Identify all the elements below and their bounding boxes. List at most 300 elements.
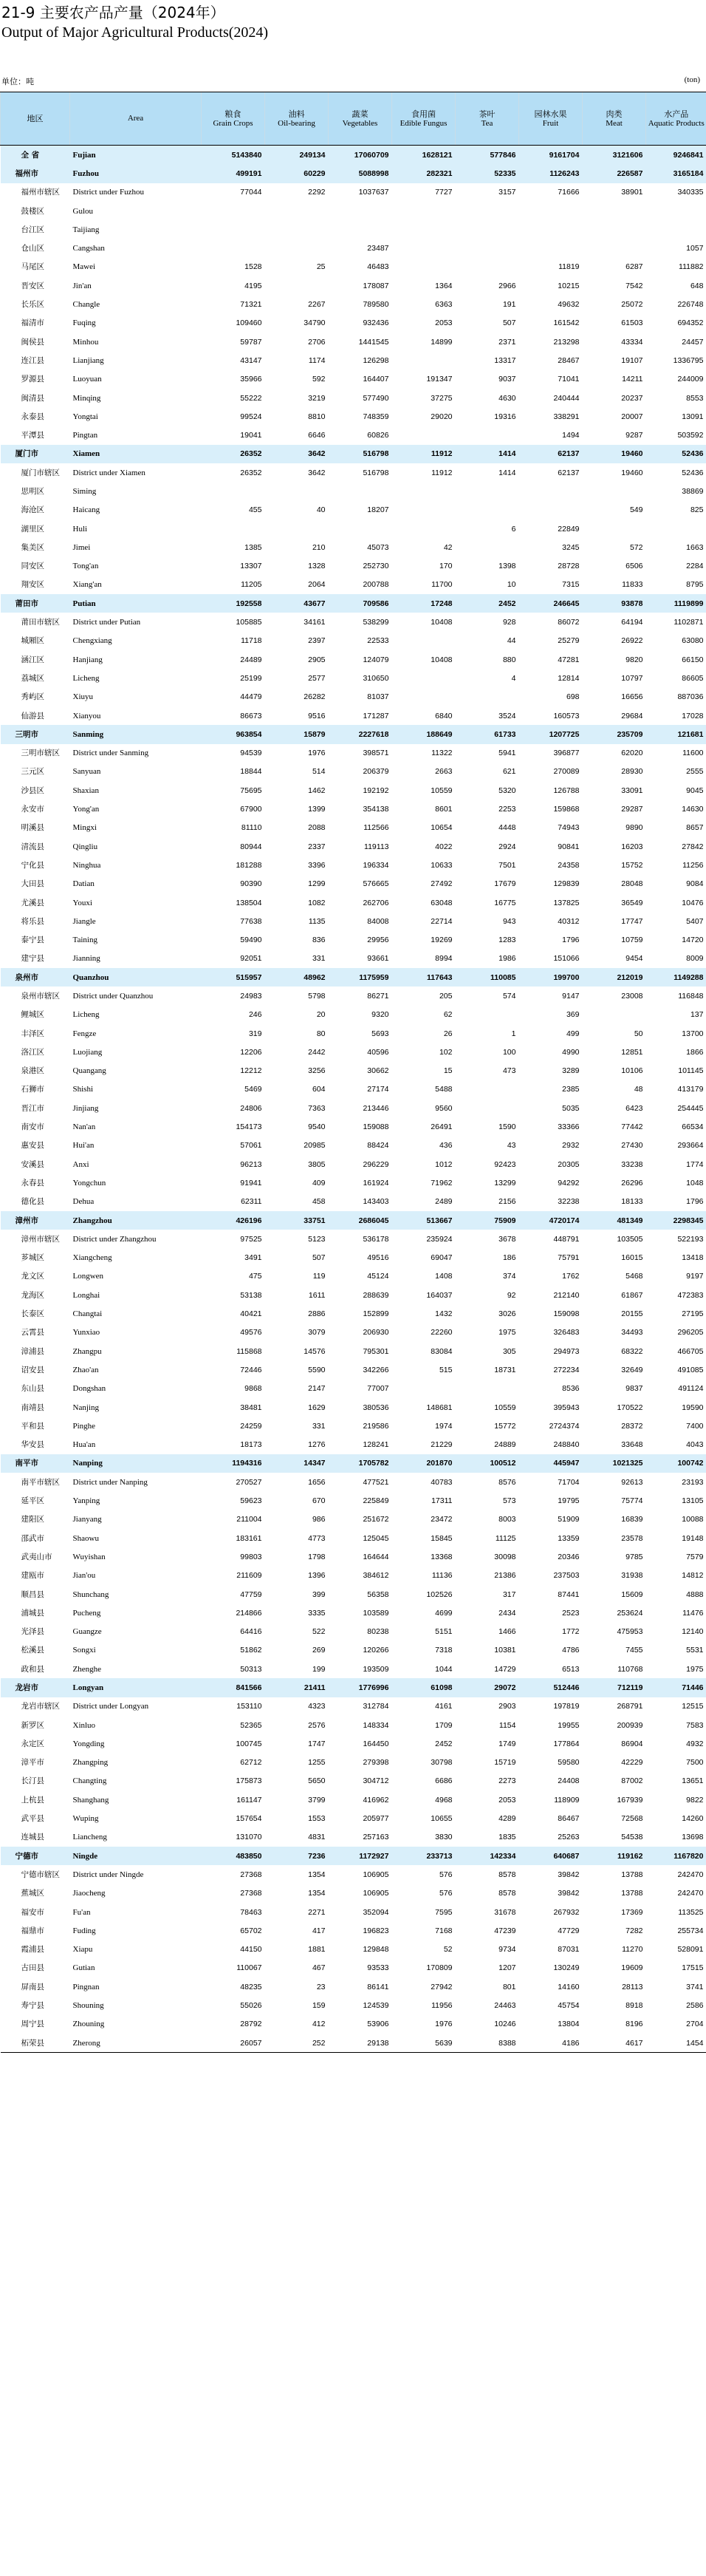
table-row — [1, 220, 706, 239]
value-grain: 5143840 — [202, 146, 265, 165]
area-name-cn: 明溪县 — [21, 823, 44, 833]
value-oil: 331 — [312, 1421, 326, 1431]
value-grain — [202, 519, 265, 538]
value-aquatic: 7400 — [686, 1421, 704, 1431]
value-fruit: 90841 — [558, 842, 580, 851]
value-tea: 2156 — [498, 1197, 516, 1207]
value-oil: 1354 — [308, 1870, 326, 1879]
value-vegetables: 171287 — [363, 711, 389, 720]
table-row — [1, 781, 706, 800]
value-tea: 6 — [511, 524, 516, 534]
value-grain: 24489 — [240, 655, 262, 664]
value-tea: 5941 — [498, 749, 516, 758]
table-row — [1, 463, 706, 482]
value-fungus: 71962 — [431, 1178, 453, 1188]
area-name-cn: 莆田市辖区 — [21, 618, 60, 627]
value-aquatic: 3165184 — [646, 164, 706, 183]
value-meat: 34493 — [621, 1328, 643, 1338]
value-fungus: 513667 — [392, 1211, 456, 1230]
value-fungus: 7727 — [435, 188, 453, 197]
area-name-en: Shanghang — [72, 1795, 109, 1805]
value-grain: 24806 — [240, 1103, 262, 1113]
value-meat: 19460 — [621, 468, 643, 477]
value-aquatic: 13091 — [682, 412, 704, 421]
value-fruit: 212140 — [553, 1290, 580, 1300]
value-fungus: 2489 — [435, 1197, 453, 1207]
value-fungus: 27942 — [431, 1982, 453, 1991]
table-row — [1, 1754, 706, 1772]
value-meat: 13788 — [621, 1889, 643, 1898]
value-meat: 26296 — [621, 1178, 643, 1188]
area-name-en: Longwen — [72, 1272, 104, 1281]
value-aquatic: 2284 — [686, 562, 704, 571]
value-fungus: 10408 — [431, 618, 453, 627]
area-name-cn: 宁化县 — [21, 860, 44, 870]
table-row — [1, 1940, 706, 1959]
value-vegetables: 45073 — [367, 542, 389, 552]
value-meat: 28113 — [622, 1982, 643, 1991]
value-meat: 10106 — [621, 1066, 643, 1076]
area-name-cn: 连江县 — [21, 355, 44, 365]
value-vegetables — [329, 482, 392, 500]
table-row — [1, 538, 706, 556]
value-meat: 19460 — [583, 445, 646, 463]
value-fruit: 51909 — [558, 1515, 580, 1524]
value-meat: 64194 — [621, 618, 643, 627]
area-name-cn: 台江区 — [21, 225, 44, 234]
area-name-en: Yongchun — [72, 1178, 106, 1188]
value-fruit: 13804 — [558, 2020, 580, 2029]
value-aquatic: 1336795 — [673, 355, 704, 365]
value-grain: 51862 — [240, 1646, 262, 1655]
value-meat: 167939 — [617, 1795, 643, 1805]
area-name-cn: 长汀县 — [21, 1776, 44, 1786]
value-oil: 1462 — [308, 786, 326, 795]
value-tea: 2966 — [498, 281, 516, 290]
value-aquatic: 100742 — [646, 1454, 706, 1473]
value-grain: 1194316 — [202, 1454, 265, 1473]
area-name-en: Fengze — [72, 1029, 97, 1038]
value-oil: 5798 — [308, 992, 326, 1001]
area-name-cn: 泉州市辖区 — [21, 992, 60, 1001]
value-aquatic: 11476 — [682, 1608, 704, 1618]
table-row — [1, 1417, 706, 1435]
value-meat: 86904 — [621, 1739, 643, 1748]
value-vegetables: 124079 — [363, 655, 389, 664]
value-tea: 1154 — [498, 1720, 516, 1730]
value-fruit: 86072 — [558, 618, 580, 627]
area-name-cn: 安溪县 — [21, 1159, 44, 1169]
value-tea: 577846 — [456, 146, 519, 165]
value-meat: 48 — [634, 1085, 643, 1094]
header-tea: 茶叶 Tea — [456, 92, 519, 146]
value-tea: 52335 — [456, 164, 519, 183]
value-fruit: 1762 — [562, 1272, 580, 1281]
value-aquatic: 23193 — [682, 1477, 704, 1487]
value-grain: 11718 — [241, 636, 262, 646]
value-vegetables: 205977 — [363, 1814, 389, 1824]
table-row — [1, 239, 706, 257]
value-tea: 574 — [502, 992, 516, 1001]
table-row — [1, 370, 706, 389]
table-row — [1, 1230, 706, 1248]
value-vegetables: 106905 — [363, 1889, 389, 1898]
value-tea: 8003 — [498, 1515, 516, 1524]
area-name-en: Youxi — [72, 898, 92, 907]
value-fruit: 240444 — [553, 393, 580, 403]
value-fungus: 102526 — [426, 1589, 453, 1599]
value-oil: 1747 — [308, 1739, 326, 1748]
value-fungus: 5639 — [392, 2034, 456, 2053]
value-fungus: 10654 — [431, 823, 453, 833]
area-name-en: Anxi — [72, 1159, 89, 1169]
value-fungus: 13368 — [431, 1552, 453, 1561]
area-name-cn: 建宁县 — [21, 954, 44, 964]
value-meat: 572 — [629, 542, 643, 552]
value-vegetables: 288639 — [363, 1290, 389, 1300]
value-fungus: 6686 — [435, 1776, 453, 1786]
table-row — [1, 351, 706, 369]
value-meat: 28048 — [621, 879, 643, 889]
value-oil: 14347 — [265, 1454, 329, 1473]
value-meat: 18133 — [621, 1197, 643, 1207]
area-name-cn: 寿宁县 — [21, 2001, 44, 2011]
value-fruit: 1796 — [562, 936, 580, 945]
area-name-en: District under Sanming — [72, 749, 149, 758]
province-total-row — [1, 146, 706, 165]
value-tea: 1835 — [498, 1833, 516, 1842]
value-meat: 20237 — [621, 393, 643, 403]
value-tea: 9734 — [498, 1945, 516, 1955]
value-meat — [583, 1006, 646, 1024]
area-name-en: Guangze — [72, 1627, 102, 1637]
value-tea — [456, 1006, 519, 1024]
area-name-en: Jiangle — [72, 916, 96, 926]
table-row — [1, 501, 706, 519]
value-meat — [583, 519, 646, 538]
value-fruit: 5035 — [562, 1103, 580, 1113]
value-grain: 86673 — [240, 711, 262, 720]
value-tea: 8576 — [498, 1477, 516, 1487]
value-tea: 1283 — [498, 936, 516, 945]
value-tea — [456, 239, 519, 257]
value-grain: 13307 — [240, 562, 262, 571]
value-tea: 29072 — [456, 1678, 519, 1697]
area-name-en: Longyan — [70, 1678, 202, 1697]
value-grain: 47759 — [240, 1589, 262, 1599]
value-aquatic: 5531 — [686, 1646, 704, 1655]
value-vegetables: 2686045 — [329, 1211, 392, 1230]
value-aquatic: 2555 — [686, 767, 704, 777]
value-fruit: 87031 — [558, 1945, 580, 1955]
value-fruit: 86467 — [558, 1814, 580, 1824]
table-row — [1, 912, 706, 930]
value-vegetables: 1175959 — [329, 968, 392, 987]
value-fruit: 118909 — [554, 1795, 580, 1805]
value-grain: 57061 — [240, 1141, 262, 1151]
area-name-en: Yongding — [72, 1739, 105, 1748]
value-fruit: 49632 — [558, 300, 580, 310]
value-meat: 200939 — [617, 1720, 643, 1730]
value-aquatic: 244009 — [677, 375, 704, 384]
value-tea: 1 — [511, 1029, 516, 1038]
value-grain: 99524 — [240, 412, 262, 421]
value-oil: 1174 — [308, 355, 326, 365]
value-grain: 28792 — [240, 2020, 262, 2029]
area-name-cn: 马尾区 — [21, 262, 44, 272]
area-name-en: Mingxi — [72, 823, 97, 833]
city-row — [1, 1678, 706, 1697]
agricultural-output-table — [0, 92, 706, 2053]
value-tea: 2253 — [498, 805, 516, 814]
value-oil: 1656 — [308, 1477, 326, 1487]
value-aquatic: 491124 — [678, 1384, 704, 1394]
value-tea: 19316 — [494, 412, 516, 421]
value-oil: 8810 — [308, 412, 326, 421]
value-aquatic: 8795 — [686, 580, 704, 590]
table-row — [1, 800, 706, 818]
value-vegetables: 60826 — [367, 431, 389, 440]
value-aquatic: 66534 — [682, 1122, 704, 1132]
table-row — [1, 2015, 706, 2034]
area-name-en: Datian — [72, 879, 95, 889]
city-row — [1, 1454, 706, 1473]
value-fruit: 151066 — [553, 954, 580, 964]
value-fruit: 6513 — [562, 1664, 580, 1674]
area-name-cn: 思明区 — [21, 486, 44, 496]
value-aquatic: 340335 — [677, 188, 704, 197]
value-vegetables — [329, 519, 392, 538]
value-grain: 5469 — [244, 1085, 262, 1094]
value-grain: 1528 — [244, 262, 262, 272]
value-aquatic: 1796 — [686, 1197, 704, 1207]
value-fungus — [392, 426, 456, 444]
value-aquatic: 27195 — [682, 1309, 704, 1319]
value-oil: 2706 — [308, 337, 326, 347]
value-oil: 1354 — [308, 1889, 326, 1898]
value-fungus: 4022 — [435, 842, 453, 851]
value-vegetables — [329, 220, 392, 239]
table-row — [1, 706, 706, 725]
area-name-cn: 永泰县 — [21, 412, 44, 421]
area-name-cn: 莆田市 — [1, 594, 70, 613]
value-grain: 38481 — [240, 1403, 262, 1412]
value-aquatic: 14630 — [682, 805, 704, 814]
area-name-cn: 福鼎市 — [21, 1926, 44, 1935]
table-row — [1, 1080, 706, 1099]
table-row — [1, 426, 706, 444]
value-grain: 52365 — [240, 1720, 262, 1730]
value-aquatic: 503592 — [677, 431, 704, 440]
table-row — [1, 1435, 706, 1454]
page-title: 21-9 主要农产品产量（2024年） — [1, 4, 225, 21]
value-meat: 17747 — [621, 916, 643, 926]
value-oil: 412 — [312, 2020, 326, 2029]
value-vegetables: 1441545 — [358, 337, 389, 347]
value-fungus: 10633 — [431, 860, 453, 870]
value-tea: 573 — [502, 1496, 516, 1506]
value-oil: 1396 — [308, 1571, 326, 1581]
value-oil: 43677 — [265, 594, 329, 613]
value-grain: 24983 — [240, 992, 262, 1001]
area-name-en: Taining — [72, 936, 97, 945]
city-row — [1, 1211, 706, 1230]
value-tea: 14729 — [494, 1664, 516, 1674]
header-oil: 油料 Oil-bearing — [265, 92, 329, 146]
value-vegetables: 45124 — [367, 1272, 389, 1281]
value-oil: 23 — [316, 1982, 326, 1991]
value-oil: 2337 — [308, 842, 326, 851]
value-grain: 92051 — [240, 954, 262, 964]
value-aquatic: 8553 — [686, 393, 704, 403]
value-fruit: 19795 — [558, 1496, 580, 1506]
value-meat: 1021325 — [583, 1454, 646, 1473]
value-tea: 2053 — [498, 1795, 516, 1805]
value-fruit: 2724374 — [549, 1421, 580, 1431]
value-grain: 43147 — [240, 355, 262, 365]
value-grain: 483850 — [202, 1847, 265, 1865]
value-fruit: 267932 — [553, 1907, 580, 1917]
table-row — [1, 1342, 706, 1360]
value-fruit — [519, 202, 583, 220]
value-oil: 2292 — [308, 188, 326, 197]
value-oil: 1881 — [308, 1945, 326, 1955]
value-vegetables: 1037637 — [358, 188, 389, 197]
value-fungus: 62 — [443, 1010, 453, 1020]
area-name-en: Gulou — [72, 206, 93, 216]
value-meat: 212019 — [583, 968, 646, 987]
value-aquatic: 472383 — [677, 1290, 704, 1300]
value-aquatic: 825 — [690, 505, 704, 515]
area-name-cn: 长乐区 — [21, 300, 44, 310]
value-oil: 514 — [312, 767, 326, 777]
area-name-cn: 松溪县 — [21, 1646, 44, 1655]
table-row — [1, 2034, 706, 2053]
value-vegetables: 206379 — [363, 767, 389, 777]
value-fruit: 39842 — [558, 1889, 580, 1898]
value-fruit: 3245 — [562, 542, 580, 552]
value-tea: 473 — [502, 1066, 516, 1076]
value-fruit: 1494 — [562, 431, 580, 440]
table-row — [1, 669, 706, 687]
table-row — [1, 1772, 706, 1790]
value-fruit — [519, 239, 583, 257]
table-row — [1, 183, 706, 202]
value-aquatic: 24457 — [682, 337, 704, 347]
value-grain: 270527 — [236, 1477, 262, 1487]
value-grain: 963854 — [202, 725, 265, 743]
value-fungus: 11912 — [392, 445, 456, 463]
table-row — [1, 744, 706, 763]
value-fruit: 272234 — [553, 1365, 580, 1374]
value-tea: 15772 — [494, 1421, 516, 1431]
value-tea: 21386 — [494, 1571, 516, 1581]
value-aquatic: 887036 — [677, 692, 704, 702]
area-name-en: Changtai — [72, 1309, 103, 1319]
value-oil: 592 — [312, 375, 326, 384]
area-name-cn: 清流县 — [21, 842, 44, 851]
value-vegetables: 304712 — [363, 1776, 389, 1786]
value-meat: 103505 — [617, 1234, 643, 1244]
value-meat: 119162 — [583, 1847, 646, 1865]
value-aquatic: 9246841 — [646, 146, 706, 165]
value-vegetables: 27174 — [367, 1085, 389, 1094]
value-fungus: 9560 — [435, 1103, 453, 1113]
value-oil: 80 — [316, 1029, 326, 1038]
table-row — [1, 1921, 706, 1940]
value-grain: 246 — [248, 1010, 262, 1020]
value-vegetables: 86271 — [367, 992, 389, 1001]
value-vegetables: 516798 — [363, 468, 389, 477]
area-name-en: Huli — [72, 524, 88, 534]
table-row — [1, 1903, 706, 1921]
value-meat: 16656 — [621, 692, 643, 702]
value-grain: 40421 — [240, 1309, 262, 1319]
area-name-cn: 石狮市 — [21, 1085, 44, 1094]
value-aquatic: 14260 — [682, 1814, 704, 1824]
value-oil: 7236 — [265, 1847, 329, 1865]
area-name-cn: 宁德市 — [1, 1847, 70, 1865]
value-tea: 13317 — [494, 355, 516, 365]
value-meat: 29287 — [621, 805, 643, 814]
value-aquatic: 66150 — [682, 655, 704, 664]
value-tea: 61733 — [456, 725, 519, 743]
area-name-en: Jianning — [72, 954, 100, 964]
table-row — [1, 1884, 706, 1903]
area-name-cn: 诏安县 — [21, 1365, 44, 1374]
value-aquatic: 522193 — [677, 1234, 704, 1244]
value-tea — [456, 1080, 519, 1099]
value-aquatic: 52436 — [682, 468, 704, 477]
value-vegetables: 81037 — [367, 692, 389, 702]
value-fruit: 369 — [566, 1010, 580, 1020]
area-name-cn: 大田县 — [21, 879, 44, 889]
value-meat: 549 — [629, 505, 643, 515]
value-meat: 6506 — [626, 562, 643, 571]
value-tea: 100 — [502, 1047, 516, 1057]
value-grain — [202, 202, 265, 220]
value-tea: 1986 — [498, 954, 516, 964]
value-tea: 305 — [502, 1346, 516, 1356]
value-meat: 19609 — [621, 1963, 643, 1973]
value-fruit: 326483 — [553, 1328, 580, 1338]
value-fruit — [519, 482, 583, 500]
value-oil: 522 — [312, 1627, 326, 1637]
table-row — [1, 632, 706, 650]
value-grain: 71321 — [240, 300, 262, 310]
value-fungus: 22714 — [431, 916, 453, 926]
value-grain: 26352 — [202, 445, 265, 463]
table-row — [1, 1062, 706, 1080]
value-meat: 38901 — [621, 188, 643, 197]
value-vegetables: 56358 — [367, 1589, 389, 1599]
area-name-cn: 秀屿区 — [21, 692, 44, 702]
value-vegetables: 125045 — [363, 1533, 389, 1543]
value-grain: 91941 — [240, 1178, 262, 1188]
value-fungus: 11956 — [431, 2001, 453, 2011]
value-aquatic: 9045 — [686, 786, 704, 795]
value-aquatic: 1663 — [686, 542, 704, 552]
value-fruit: 12814 — [558, 673, 580, 683]
area-name-en: District under Putian — [72, 618, 141, 627]
value-aquatic: 12140 — [682, 1627, 704, 1637]
value-fungus: 148681 — [426, 1403, 453, 1412]
value-fruit: 14160 — [558, 1982, 580, 1991]
value-fruit: 2385 — [562, 1085, 580, 1094]
value-fruit: 246645 — [519, 594, 583, 613]
value-aquatic: 1149288 — [646, 968, 706, 987]
value-oil: 2905 — [308, 655, 326, 664]
